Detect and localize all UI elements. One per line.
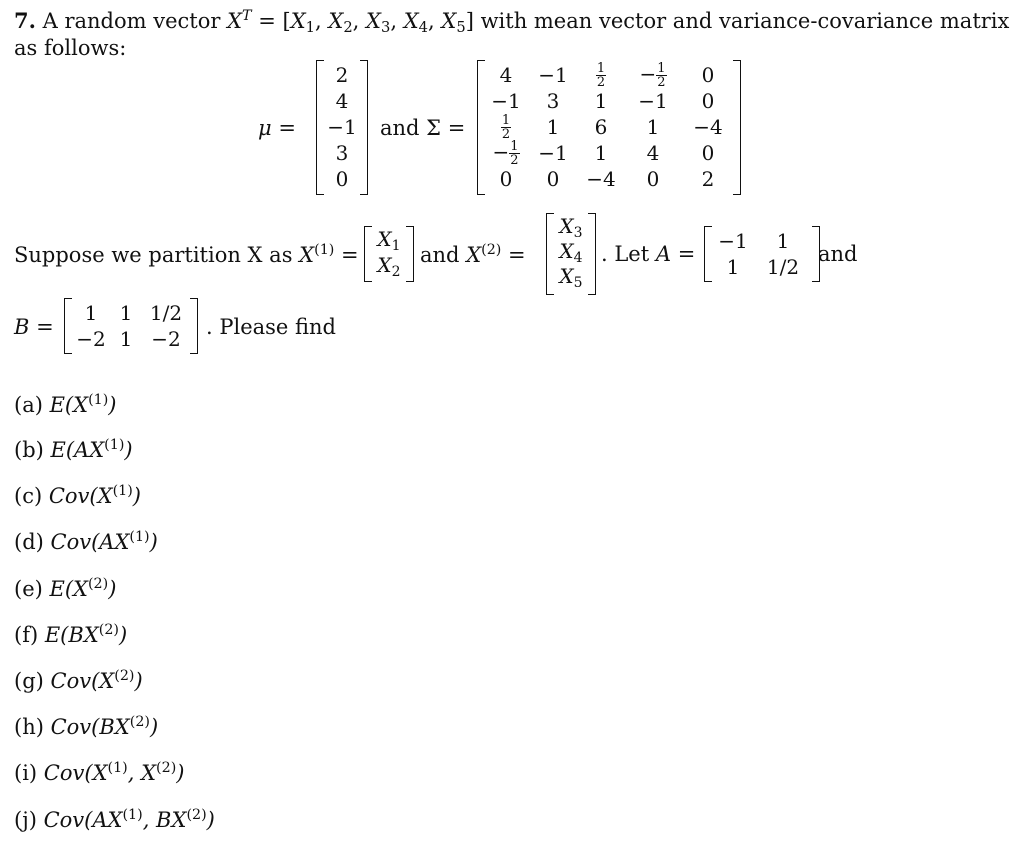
mu-grid (324, 60, 360, 195)
let-a-label: . Let A = (601, 242, 696, 266)
part-expression: $Cov(X^{(1)}$, $X^{(2)}$) (43, 760, 185, 785)
sigma-entry: −1 (538, 63, 568, 87)
sigma-matrix (477, 60, 741, 195)
sigma-entry: 4 (499, 63, 513, 87)
partition-text: Suppose we partition X as $X^{(1)}$ = (14, 242, 359, 267)
xt-symbol: $X^T$ (227, 8, 252, 33)
sigma-entry: −1 (638, 89, 668, 113)
sigma-entry: $\frac{1}{2}$ (501, 112, 511, 142)
sigma-grid (485, 60, 733, 195)
b-entry: 1/2 (149, 301, 183, 325)
a-grid (712, 226, 812, 282)
sigma-entry: 6 (594, 115, 608, 139)
sigma-entry: 0 (701, 141, 715, 165)
part-expression: $Cov(X^{(2)})$ (50, 668, 143, 693)
sigma-entry: 1 (546, 115, 560, 139)
mu-entry: 4 (335, 89, 349, 113)
sigma-entry: − $\frac{1}{2}$ (492, 138, 519, 168)
sigma-entry: −4 (586, 167, 616, 191)
sigma-entry: 2 (701, 167, 715, 191)
x2-entry: $X_4$ (559, 238, 583, 266)
part-item (14, 437, 133, 462)
part-label: (b) (14, 437, 51, 462)
b-grid (72, 298, 190, 354)
mu-label: μ = (258, 116, 296, 140)
and-trailing: and (818, 242, 858, 266)
b-entry: 1 (119, 327, 133, 351)
part-item (14, 622, 127, 647)
sigma-entry: 1 (646, 115, 660, 139)
x2-entry: $X_5$ (559, 263, 583, 291)
a-entry: 1 (726, 255, 740, 279)
sigma-entry: 0 (701, 63, 715, 87)
intro-suffix: with mean vector and variance-covariance matrix (473, 9, 1010, 33)
part-label: (h) (14, 714, 51, 739)
b-entry: −2 (76, 327, 106, 351)
please-find: . Please find (206, 315, 336, 339)
sigma-entry: 0 (646, 167, 660, 191)
part-item (14, 807, 215, 832)
sigma-entry: 0 (701, 89, 715, 113)
sigma-entry: 0 (499, 167, 513, 191)
sigma-entry: 1 (594, 141, 608, 165)
part-expression: Cov(AX$^{(1)}$, BX$^{(2)}$) (43, 807, 215, 832)
part-item (14, 392, 117, 417)
part-expression: $E(X^{(1)})$ (49, 392, 117, 417)
x2-vector (546, 213, 596, 295)
sigma-entry: 1 (594, 89, 608, 113)
part-item (14, 576, 116, 601)
part-label: (e) (14, 576, 50, 601)
a-entry: 1 (776, 229, 790, 253)
part-label: (i) (14, 760, 44, 785)
x1-entry: $X_2$ (377, 253, 401, 280)
problem-statement-line-1: 7. A random vector $X^T = [X_1$, $X_2$, $X_3$, $X_4$, $X_5$] with mean vector and variance-covariance matrix (14, 8, 1010, 37)
b-label: B = (14, 315, 54, 339)
and-sigma-label: and Σ = (380, 116, 466, 140)
part-expression: Cov(AX$^{(1)}$) (50, 529, 158, 554)
part-item (14, 714, 158, 739)
part-label: (j) (14, 807, 44, 832)
mu-entry: 2 (335, 63, 349, 87)
mu-entry: −1 (327, 115, 357, 139)
x2-grid (554, 213, 588, 295)
and-x2-label: and $X^{(2)}$ = (420, 242, 526, 267)
mu-vector (316, 60, 368, 195)
part-label: (g) (14, 668, 51, 693)
mu-entry: 3 (335, 141, 349, 165)
part-expression: Cov(BX$^{(2)}$) (50, 714, 159, 739)
problem-statement-line-2: as follows: (14, 36, 127, 60)
a-entry: −1 (718, 229, 748, 253)
intro-prefix: A random vector (42, 9, 228, 33)
x1-vector (364, 226, 414, 282)
sigma-entry: 0 (546, 167, 560, 191)
x2-entry: $X_3$ (559, 213, 583, 241)
part-item (14, 483, 141, 508)
b-matrix (64, 298, 198, 354)
x1-grid (372, 226, 406, 282)
sigma-entry: −1 (491, 89, 521, 113)
mu-entry: 0 (335, 167, 349, 191)
x1-entry: $X_1$ (377, 227, 401, 254)
part-expression: E(BX$^{(2)}$) (44, 622, 128, 647)
a-entry: 1/2 (766, 255, 800, 279)
sigma-entry: −4 (693, 115, 723, 139)
part-item (14, 668, 143, 693)
sigma-entry: 3 (546, 89, 560, 113)
problem-number: 7. (14, 8, 36, 33)
b-entry: 1 (84, 301, 98, 325)
part-label: (f) (14, 622, 45, 647)
sigma-entry: − $\frac{1}{2}$ (639, 60, 666, 90)
part-expression: E(AX$^{(1)}$) (50, 437, 133, 462)
part-expression: $E(X^{(2)})$ (49, 576, 117, 601)
part-item (14, 760, 184, 785)
part-item (14, 529, 158, 554)
part-label: (d) (14, 529, 51, 554)
sigma-entry: $\frac{1}{2}$ (596, 60, 606, 90)
part-label: (c) (14, 483, 49, 508)
sigma-entry: 4 (646, 141, 660, 165)
sigma-entry: −1 (538, 141, 568, 165)
part-expression: $Cov(X^{(1)})$ (48, 483, 141, 508)
b-entry: 1 (119, 301, 133, 325)
b-entry: −2 (151, 327, 181, 351)
a-matrix (704, 226, 820, 282)
part-label: (a) (14, 392, 50, 417)
